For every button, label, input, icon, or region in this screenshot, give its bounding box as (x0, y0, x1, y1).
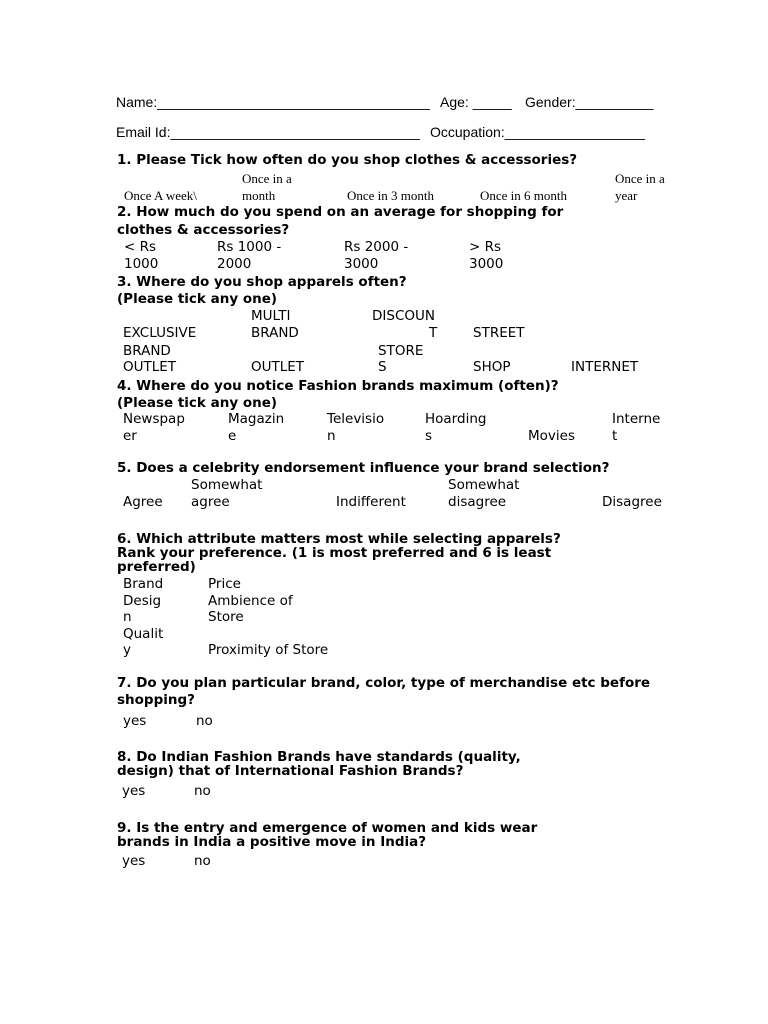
q1-option-week[interactable]: Once A week\ (124, 188, 197, 203)
q6-attr-design-line1[interactable]: Desig (123, 593, 162, 609)
q3-option-internet[interactable]: INTERNET (571, 359, 639, 375)
q4-option-newspaper-line1[interactable]: Newspap (123, 411, 185, 427)
q3-option-multi-line3[interactable]: OUTLET (251, 359, 305, 375)
q4-option-newspaper-line2[interactable]: er (123, 428, 137, 444)
q1-option-year[interactable]: year (615, 188, 638, 203)
q3-option-discount-line2[interactable]: T (429, 325, 438, 341)
question-3-line1: 3. Where do you shop apparels often? (117, 274, 407, 290)
question-4-line2: (Please tick any one) (117, 395, 278, 411)
question-2-line1: 2. How much do you spend on an average for shopping for (117, 204, 564, 220)
q4-option-magazine-line2[interactable]: e (228, 428, 237, 444)
q6-attr-price[interactable]: Price (208, 576, 241, 592)
q4-option-movies[interactable]: Movies (528, 428, 575, 444)
q4-option-hoardings-line1[interactable]: Hoarding (425, 411, 487, 427)
q6-attr-brand[interactable]: Brand (123, 576, 164, 592)
q6-attr-quality-line2[interactable]: y (123, 642, 131, 658)
q3-option-discount-line3[interactable]: STORE (378, 343, 424, 359)
q3-option-discount-line1[interactable]: DISCOUN (372, 308, 435, 324)
q3-option-exclusive-line2[interactable]: BRAND (123, 343, 171, 359)
question-9-line2: brands in India a positive move in India? (117, 834, 427, 850)
q6-attr-design-line2[interactable]: n (123, 609, 132, 625)
question-2-line2: clothes & accessories? (117, 222, 290, 238)
q1-option-3month[interactable]: Once in 3 month (347, 188, 435, 203)
name-field[interactable]: Name:___________________________________ (116, 94, 430, 110)
question-7-line1: 7. Do you plan particular brand, color, type of merchandise etc before (117, 675, 651, 691)
q9-option-no[interactable]: no (194, 853, 211, 869)
q7-option-yes[interactable]: yes (123, 713, 147, 729)
q3-option-discount-line4[interactable]: S (378, 359, 387, 375)
question-3-line2: (Please tick any one) (117, 291, 278, 307)
q4-option-internet-line1[interactable]: Interne (612, 411, 661, 427)
q5-option-indifferent[interactable]: Indifferent (336, 494, 406, 510)
q3-option-exclusive-line3[interactable]: OUTLET (123, 359, 177, 375)
q1-option-month[interactable]: month (242, 188, 276, 203)
gender-field[interactable]: Gender:__________ (525, 94, 654, 110)
q8-option-no[interactable]: no (194, 783, 211, 799)
q6-attr-ambience-line1[interactable]: Ambience of (208, 593, 293, 609)
age-field[interactable]: Age: _____ (440, 94, 512, 110)
q2-option-2-line1[interactable]: Rs 1000 - (217, 239, 282, 255)
q2-option-2-line2[interactable]: 2000 (217, 256, 252, 272)
q1-option-month-line1: Once in a (242, 171, 292, 186)
q3-option-multi-line1[interactable]: MULTI (251, 308, 291, 324)
q2-option-1-line1[interactable]: < Rs (124, 239, 157, 255)
q5-option-somewhat-agree-line2[interactable]: agree (191, 494, 230, 510)
question-6-line1: 6. Which attribute matters most while selecting apparels? (117, 531, 561, 547)
q3-option-multi-line2[interactable]: BRAND (251, 325, 299, 341)
q2-option-3-line1[interactable]: Rs 2000 - (344, 239, 409, 255)
q3-option-street-line2[interactable]: SHOP (473, 359, 511, 375)
question-8-line1: 8. Do Indian Fashion Brands have standards (quality, (117, 749, 521, 765)
q4-option-television-line1[interactable]: Televisio (327, 411, 385, 427)
question-8-line2: design) that of International Fashion Brands? (117, 763, 464, 779)
q3-option-street-line1[interactable]: STREET (473, 325, 525, 341)
q1-option-year-line1: Once in a (615, 171, 665, 186)
question-7-line2: shopping? (117, 692, 195, 708)
q2-option-3-line2[interactable]: 3000 (344, 256, 379, 272)
question-1: 1. Please Tick how often do you shop clothes & accessories? (117, 152, 578, 168)
q4-option-magazine-line1[interactable]: Magazin (228, 411, 285, 427)
q5-option-somewhat-disagree-line2[interactable]: disagree (448, 494, 507, 510)
q1-option-6month[interactable]: Once in 6 month (480, 188, 568, 203)
q2-option-4-line2[interactable]: 3000 (469, 256, 504, 272)
q7-option-no[interactable]: no (196, 713, 213, 729)
q2-option-1-line2[interactable]: 1000 (124, 256, 159, 272)
q4-option-internet-line2[interactable]: t (612, 428, 618, 444)
q5-option-agree[interactable]: Agree (123, 494, 163, 510)
q9-option-yes[interactable]: yes (122, 853, 146, 869)
q6-attr-quality-line1[interactable]: Qualit (123, 626, 164, 642)
question-4-line1: 4. Where do you notice Fashion brands maximum (often)? (117, 378, 559, 394)
occupation-field[interactable]: Occupation:__________________ (430, 124, 645, 140)
q4-option-television-line2[interactable]: n (327, 428, 336, 444)
q5-option-disagree[interactable]: Disagree (602, 494, 662, 510)
q2-option-4-line1[interactable]: > Rs (469, 239, 502, 255)
q5-option-somewhat-agree-line1[interactable]: Somewhat (191, 477, 263, 493)
question-6-line3: preferred) (117, 559, 196, 575)
question-6-line2: Rank your preference. (1 is most preferred and 6 is least (117, 545, 552, 561)
q4-option-hoardings-line2[interactable]: s (425, 428, 433, 444)
email-field[interactable]: Email Id:________________________________ (116, 124, 420, 140)
q6-attr-ambience-line2[interactable]: Store (208, 609, 244, 625)
q3-option-exclusive-line1[interactable]: EXCLUSIVE (123, 325, 197, 341)
q8-option-yes[interactable]: yes (122, 783, 146, 799)
q6-attr-proximity[interactable]: Proximity of Store (208, 642, 329, 658)
q5-option-somewhat-disagree-line1[interactable]: Somewhat (448, 477, 520, 493)
question-9-line1: 9. Is the entry and emergence of women and kids wear (117, 820, 538, 836)
question-5: 5. Does a celebrity endorsement influence your brand selection? (117, 460, 610, 476)
